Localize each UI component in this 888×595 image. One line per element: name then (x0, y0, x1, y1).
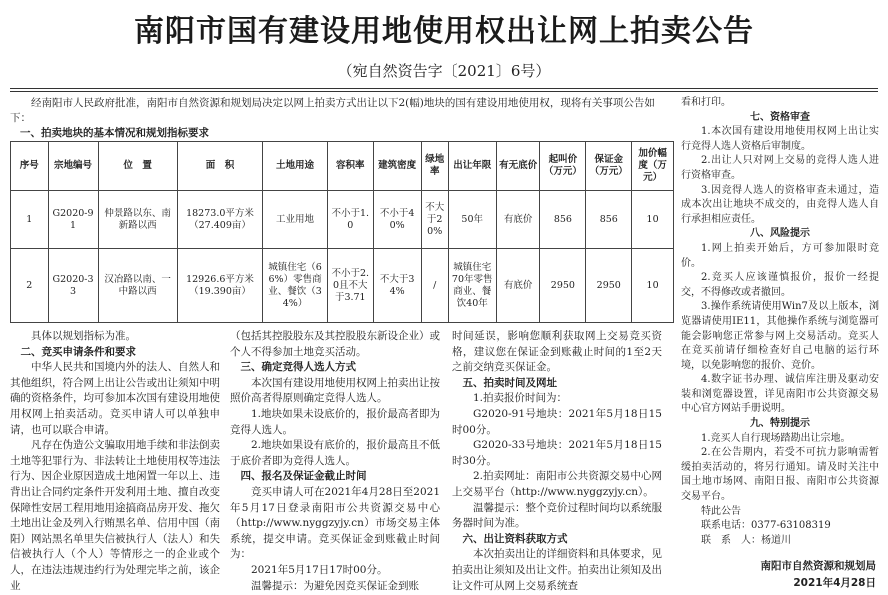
paragraph: 1.本次国有建设用地使用权网上出让实行竞得人选人资格后审制度。 (681, 126, 879, 152)
section3-heading: 三、确定竞得人选人方式 (240, 361, 356, 374)
paragraph: 1.竞买人自行现场踏勘出让宗地。 (701, 432, 851, 444)
table-cell: 不小于40% (373, 191, 421, 249)
table-cell: 不小于1.0 (327, 191, 373, 249)
table-cell: 1 (11, 191, 49, 249)
column-1 (10, 329, 220, 594)
table-header-row (11, 142, 674, 191)
paragraph: 竞买申请人可在2021年4月28日至2021年5月17日登录南阳市公共资源交易中心（http://www.nyggzyjy.cn）市场交易主体系统，提交申请。竞买保证金到账截止时间为： (230, 485, 440, 561)
table-cell: 不大于20% (421, 191, 448, 249)
column-2 (230, 329, 440, 594)
paragraph: 2.拍卖网址：南阳市公共资源交易中心网上交易平台（http://www.nyggzyjy.cn）。 (452, 470, 662, 498)
paragraph: 中华人民共和国境内外的法人、自然人和其他组织，符合网上出让公告或出让须知中明确的资格条件，均可参加本次国有建设用地使用权网上拍卖活动。竞买申请人可以单独申请，也可以联合申请。 (10, 361, 220, 436)
document-number: （宛自然资告字〔2021〕6号） (337, 62, 551, 80)
table-cell: 不小于2.0且不大于3.71 (327, 249, 373, 323)
table-cell: 12926.6平方米（19.390亩） (177, 249, 262, 323)
paragraph: 时间延误，影响您顺利获取网上交易竞买资格，建议您在保证金到账截止时间的1至2天之前交纳竞买保证金。 (452, 330, 662, 374)
table-row (11, 191, 674, 249)
table-cell: 不大于34% (373, 249, 421, 323)
contact-phone: 联系电话：0377-63108319 (701, 520, 831, 532)
section8-heading: 八、风险提示 (750, 228, 810, 240)
top-rule-2 (10, 91, 878, 92)
table-cell: 城镇住宅（66%）零售商业、餐饮（34%） (263, 249, 328, 323)
table-cell: 50年 (448, 191, 496, 249)
paragraph: G2020-33号地块：2021年5月18日15时30分。 (452, 439, 662, 467)
table-row (11, 249, 674, 323)
table-cell: 2950 (540, 249, 586, 323)
table-header: 有无底价 (496, 142, 540, 191)
table-header: 容积率 (327, 142, 373, 191)
contact-person: 联 系 人：杨道川 (701, 534, 791, 546)
table-cell: 汉冶路以南、一中路以西 (98, 249, 177, 323)
paragraph: 1.网上拍卖开始后，方可参加限时竞价。 (681, 242, 879, 269)
paragraph: 2021年5月17日17时00分。 (251, 563, 388, 576)
table-header: 土地用途 (263, 142, 328, 191)
signature-date: 2021年4月28日 (793, 577, 876, 589)
table-cell: 有底价 (496, 249, 540, 323)
table-cell: 城镇住宅70年零售商业、餐饮40年 (448, 249, 496, 323)
paragraph: 1.拍卖报价时间为： (473, 392, 568, 405)
section2-heading: 二、竞买申请条件和要求 (20, 345, 136, 358)
table-cell: 有底价 (496, 191, 540, 249)
table-cell: 18273.0平方米（27.409亩） (177, 191, 262, 249)
paragraph: 温馨提示：为避免因竞买保证金到账 (251, 579, 419, 592)
column-3 (452, 329, 662, 594)
paragraph: G2020-91号地块：2021年5月18日15时00分。 (452, 407, 662, 436)
table-header: 位 置 (98, 142, 177, 191)
section7-heading: 七、资格审查 (750, 111, 810, 123)
paragraph: 2.在公告期内，若受不可抗力影响需暂缓拍卖活动的，将另行通知。请及时关注中国土地市场网、南阳日报、南阳市公共资源交易平台。 (681, 447, 879, 503)
table-cell: 工业用地 (263, 191, 328, 249)
notice-title: 南阳市国有建设用地使用权出让网上拍卖公告 (134, 14, 754, 49)
paragraph: 具体以规划指标为准。 (31, 330, 136, 342)
table-header: 建筑密度 (373, 142, 421, 191)
table-header: 起叫价（万元） (540, 142, 586, 191)
table-cell: G2020-91 (48, 191, 98, 249)
table-cell: 10 (632, 191, 674, 249)
table-cell: 10 (632, 249, 674, 323)
signature-org: 南阳市自然资源和规划局 (760, 560, 876, 572)
table-cell: 仲景路以东、南新路以西 (98, 191, 177, 249)
table-cell: 856 (586, 191, 632, 249)
paragraph: 2.出让人只对网上交易的竞得人选人进行资格审查。 (681, 155, 879, 181)
table-cell: G2020-33 (48, 249, 98, 323)
paragraph: 4.数字证书办理、诚信库注册及驱动安装和浏览器设置，详见南阳市公共资源交易中心官方网站手册说明。 (681, 374, 879, 415)
table-header: 保证金（万元） (586, 142, 632, 191)
paragraph: 温馨提示：整个竞价过程时间均以系统服务器时间为准。 (452, 501, 662, 530)
table-header: 面 积 (177, 142, 262, 191)
paragraph: 1.地块如果未设底价的，报价最高者即为竞得人选人。 (230, 407, 440, 436)
section5-heading: 五、拍卖时间及网址 (462, 376, 557, 389)
column-4 (681, 96, 879, 548)
closing-remark: 特此公告 (701, 505, 741, 517)
paragraph: 凡存在伪造公文骗取用地手续和非法倒卖土地等犯罪行为、非法转让土地使用权等违法行为、因企业原因造成土地闲置一年以上、违背出让合同约定条件开发利用土地、擅自改变保障性安居工程用地用途搞商品房开发、拖欠土地出让金及列入行贿黑名单、信用中国（南阳）网站黑名单里失信被执行人（法人）和失信被执行人（个人）等情形之一的企业或个人，在违法违规违约行为处理完毕之前，该企业 (10, 439, 220, 592)
paragraph: 本次国有建设用地使用权网上拍卖出让按照价高者得原则确定竞得人选人。 (230, 376, 440, 405)
table-header: 加价幅度（万元） (632, 142, 674, 191)
paragraph: 2.竞买人应该谨慎报价，报价一经提交，不得修改或者撤回。 (681, 272, 879, 298)
section9-heading: 九、特别提示 (750, 418, 810, 430)
paragraph: （包括其控股股东及其控股股东新设企业）或个人不得参加土地竞买活动。 (230, 330, 440, 358)
table-cell: 2950 (586, 249, 632, 323)
section4-heading: 四、报名及保证金截止时间 (240, 470, 367, 483)
table-cell: 2 (11, 249, 49, 323)
paragraph: 3.因竞得人选人的资格审查未通过，造成本次出让地块不成交的，由竞得人选人自行承担相应责任。 (681, 184, 879, 225)
top-rule-1 (10, 88, 878, 89)
paragraph: 本次拍卖出让的详细资料和具体要求，见拍卖出让须知及出让文件。拍卖出让须知及出让文件可从网上交易系统查 (452, 548, 662, 592)
paragraph: 看和打印。 (681, 97, 731, 108)
table-cell: / (421, 249, 448, 323)
section1-heading: 一、拍卖地块的基本情况和规划指标要求 (20, 127, 209, 139)
table-cell: 856 (540, 191, 586, 249)
table-header: 出让年限 (448, 142, 496, 191)
paragraph: 2.地块如果设有底价的，报价最高且不低于底价者即为竞得人选人。 (230, 439, 440, 467)
section6-heading: 六、出让资料获取方式 (462, 532, 568, 545)
table-header: 宗地编号 (48, 142, 98, 191)
parcel-table (10, 141, 674, 323)
table-header: 序号 (11, 142, 49, 191)
paragraph: 3.操作系统请使用Win7及以上版本，浏览器请使用IE11，其他操作系统与浏览器可能会影响您正常参与网上交易活动。竞买人在竞买前请仔细检查好自己电脑的运行环境，以免影响您的报价、竞价。 (681, 301, 879, 371)
intro-paragraph: 经南阳市人民政府批准，南阳市自然资源和规划局决定以网上拍卖方式出让以下2(幅)地块的国有建设用地使用权，现将有关事项公告如下： (10, 97, 655, 124)
table-header: 绿地率 (421, 142, 448, 191)
